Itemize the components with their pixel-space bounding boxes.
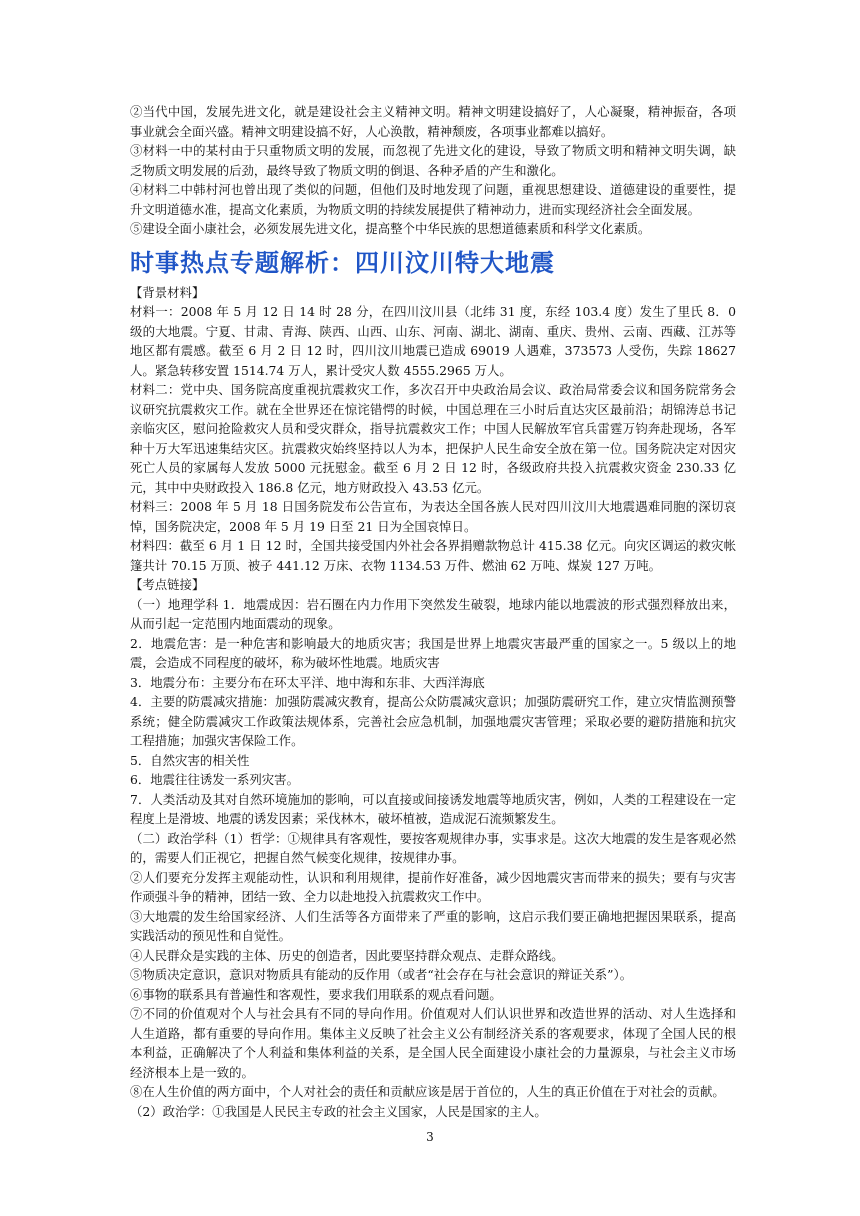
intro-section bbox=[130, 102, 736, 239]
section-heading: 时事热点专题解析：四川汶川特大地震 bbox=[130, 248, 555, 277]
point-paragraph: ⑤物质决定意识，意识对物质具有能动的反作用（或者“社会存在与社会意识的辩证关系”）。 bbox=[130, 967, 633, 982]
material-paragraph: 材料二：党中央、国务院高度重视抗震救灾工作，多次召开中央政治局会议、政治局常委会议和国务院常务会议研究抗震救灾工作。就在全世界还在惊诧错愕的时候，中国总理在三小时后直达灾区最前沿；胡锦涛总书记亲临灾区，慰问抢险救灾人员和受灾群众，指导抗震救灾工作；中国人民解放军官兵雷霆万钧奔赴现场，各军种十万大军迅速集结灾区。抗震救灾始终坚持以人为本，把保护人民生命安全放在第一位。国务院决定对因灾死亡人员的家属每人发放 5000 元抚慰金。截至 6 月 2 日 12 时，各级政府共投入抗震救灾资金 230.33 亿元，其中中央财政投入 186.8 亿元，地方财政投入 43.53 亿元。 bbox=[130, 382, 736, 495]
intro-paragraph: ⑤建设全面小康社会，必须发展先进文化，提高整个中华民族的思想道德素质和科学文化素质。 bbox=[130, 221, 651, 236]
point-paragraph: ④人民群众是实践的主体、历史的创造者，因此要坚持群众观点、走群众路线。 bbox=[130, 947, 564, 963]
point-paragraph: 2．地震危害：是一种危害和影响最大的地质灾害；我国是世界上地震灾害最严重的国家之一。5 级以上的地震，会造成不同程度的破坏，称为破坏性地震。地质灾害 bbox=[130, 635, 736, 670]
material-paragraph: 材料三：2008 年 5 月 18 日国务院发布公告宣布，为表达全国各族人民对四川汶川大地震遇难同胞的深切哀悼，国务院决定，2008 年 5 月 19 日至 21 日为全国哀悼日。 bbox=[130, 499, 736, 534]
material-paragraph: 材料四：截至 6 月 1 日 12 时，全国共接受国内外社会各界捐赠款物总计 415.38 亿元。向灾区调运的救灾帐篷共计 70.15 万顶、被子 441.12 万床、衣物 1134.53 万件、燃油 62 万吨、煤炭 127 万吨。 bbox=[130, 538, 736, 573]
point-paragraph: ⑧在人生价值的两方面中，个人对社会的责任和贡献应该是居于首位的，人生的真正价值在于对社会的贡献。 bbox=[130, 1084, 725, 1099]
point-paragraph: （一）地理学科 1．地震成因：岩石圈在内力作用下突然发生破裂，地球内能以地震波的形式强烈释放出来，从而引起一定范围内地面震动的现象。 bbox=[130, 596, 736, 631]
point-paragraph: ③大地震的发生给国家经济、人们生活等各方面带来了严重的影响，这启示我们要正确地把握因果联系，提高实践活动的预见性和自觉性。 bbox=[130, 908, 736, 943]
body-section bbox=[130, 283, 736, 1122]
point-paragraph: ⑥事物的联系具有普遍性和客观性，要求我们用联系的观点看问题。 bbox=[130, 986, 502, 1002]
material-paragraph: 材料一：2008 年 5 月 12 日 14 时 28 分，在四川汶川县（北纬 31 度，东经 103.4 度）发生了里氏 8．0 级的大地震。宁夏、甘肃、青海、陕西、山西、山东、河南、湖北、湖南、重庆、贵州、云南、西藏、江苏等地区都有震感。截至 6 月 2 日 12 时，四川汶川地震已造成 69019 人遇难，373573 人受伤，失踪 18627 人。紧急转移安置 1514.74 万人，累计受灾人数 4555.2965 万人。 bbox=[130, 304, 736, 378]
document-page bbox=[130, 102, 736, 1121]
intro-paragraph: ②当代中国，发展先进文化，就是建设社会主义精神文明。精神文明建设搞好了，人心凝聚，精神振奋，各项事业就会全面兴盛。精神文明建设搞不好，人心涣散，精神颓废，各项事业都难以搞好。 bbox=[130, 104, 736, 139]
point-paragraph: 6．地震往往诱发一系列灾害。 bbox=[130, 772, 299, 787]
point-paragraph: （2）政治学：①我国是人民民主专政的社会主义国家，人民是国家的主人。 bbox=[130, 1103, 547, 1119]
section-label: 【考点链接】 bbox=[130, 577, 205, 592]
point-paragraph: 7．人类活动及其对自然环境施加的影响，可以直接或间接诱发地震等地质灾害，例如，人类的工程建设在一定程度上是滑坡、地震的诱发因素；采伐林木，破坏植被，造成泥石流频繁发生。 bbox=[130, 791, 736, 826]
intro-paragraph: ④材料二中韩村河也曾出现了类似的问题，但他们及时地发现了问题，重视思想建设、道德建设的重要性，提升文明道德水准，提高文化素质，为物质文明的持续发展提供了精神动力，进而实现经济社会全面发展。 bbox=[130, 182, 736, 217]
point-paragraph: 3．地震分布：主要分布在环太平洋、地中海和东非、大西洋海底 bbox=[130, 674, 485, 690]
page-number: 3 bbox=[426, 1130, 434, 1144]
point-paragraph: （二）政治学科（1）哲学：①规律具有客观性，要按客观规律办事，实事求是。这次大地震的发生是客观必然的，需要人们正视它，把握自然气候变化规律，按规律办事。 bbox=[130, 830, 736, 865]
section-label: 【背景材料】 bbox=[130, 284, 205, 300]
point-paragraph: 5．自然灾害的相关性 bbox=[130, 752, 250, 768]
point-paragraph: ⑦不同的价值观对个人与社会具有不同的导向作用。价值观对人们认识世界和改造世界的活动、对人生选择和人生道路，都有重要的导向作用。集体主义反映了社会主义公有制经济关系的客观要求，体现了全国人民的根本利益，正确解决了个人利益和集体利益的关系，是全国人民全面建设小康社会的力量源泉，与社会主义市场经济根本上是一致的。 bbox=[130, 1006, 736, 1080]
intro-paragraph: ③材料一中的某村由于只重物质文明的发展，而忽视了先进文化的建设，导致了物质文明和精神文明失调，缺乏物质文明发展的后劲，最终导致了物质文明的倒退、各种矛盾的产生和激化。 bbox=[130, 143, 736, 178]
point-paragraph: 4．主要的防震减灾措施：加强防震减灾教育，提高公众防震减灾意识；加强防震研究工作，建立灾情监测预警系统；健全防震减灾工作政策法规体系，完善社会应急机制，加强地震灾害管理；采取必要的避防措施和抗灾工程措施；加强灾害保险工作。 bbox=[130, 694, 736, 748]
point-paragraph: ②人们要充分发挥主观能动性，认识和利用规律，提前作好准备，减少因地震灾害而带来的损失；要有与灾害作顽强斗争的精神，团结一致、全力以赴地投入抗震救灾工作中。 bbox=[130, 869, 736, 904]
